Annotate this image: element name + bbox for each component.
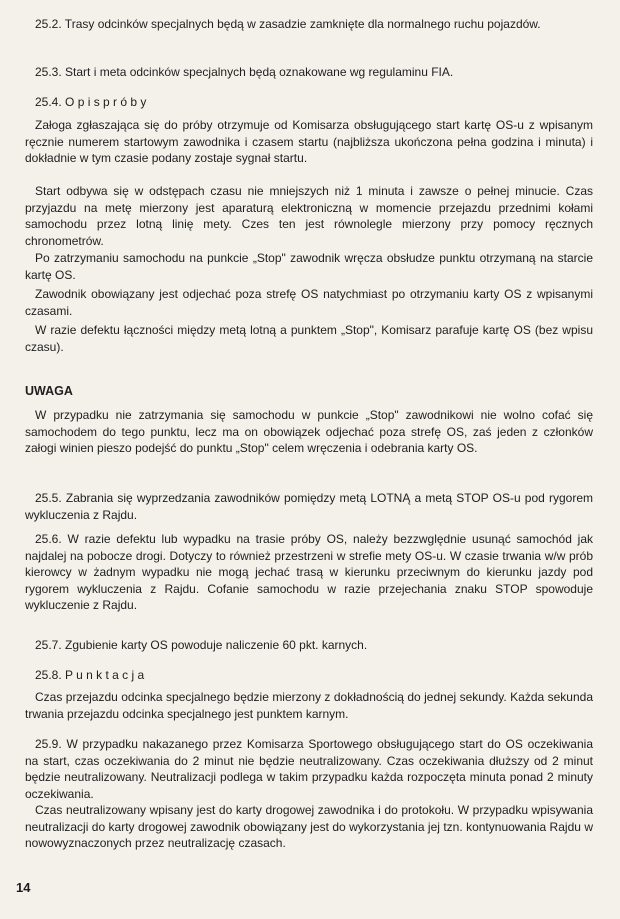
- uwaga-heading: UWAGA: [25, 384, 73, 398]
- paragraph-25-6: 25.6. W razie defektu lub wypadku na trasie próby OS, należy bezzwględnie usunąć samochód jak najdalej na pobocze drogi. Dotyczy to również przestrzeni w strefie mety OS-u. W czasie trwania w/w prób kierowcy w żadnym wypadku nie mogą jechać trasą w kierunku przeciwnym do kierunku jazdy pod rygorem wykluczenia z Rajdu. Cofanie samochodu w razie przejechania znaku STOP spowoduje wykluczenie z Rajdu.: [25, 532, 593, 612]
- paragraph-25-9: 25.9. W przypadku nakazanego przez Komisarza Sportowego obsługującego start do OS oczekiwania na start, czas oczekiwania do 2 minut nie będzie neutralizowany. Czas oczekiwania dłuższy od 2 minut będzie neutralizowany. Neutralizacji podlega w takim przypadku każda rozpoczęta minuta ponad 2 minuty oczekiwania.: [25, 737, 593, 801]
- page-number: 14: [16, 880, 31, 895]
- paragraph-defekt-lacznosci: W razie defektu łączności między metą lotną a punktem „Stop", Komisarz parafuje kartę OS (bez wpisu czasu).: [25, 323, 593, 354]
- paragraph-czas-przejazdu: Czas przejazdu odcinka specjalnego będzie mierzony z dokładnością do jednej sekundy. Każda sekunda trwania przejazdu odcinka specjalnego jest punktem karnym.: [25, 690, 593, 721]
- paragraph-25-2: 25.2. Trasy odcinków specjalnych będą w zasadzie zamknięte dla normalnego ruchu pojazdów.: [35, 17, 541, 31]
- paragraph-zawodnik: Zawodnik obowiązany jest odjechać poza strefę OS natychmiast po otrzymaniu karty OS z wpisanymi czasami.: [25, 287, 593, 318]
- paragraph-uwaga: W przypadku nie zatrzymania się samochodu w punkcie „Stop" zawodnikowi nie wolno cofać się samochodem do tego punktu, lecz ma on obowiązek odjechać poza strefę OS, zaś jeden z członków załogi winien pieszo podejść do punktu „Stop" celem wręczenia i odebrania karty OS.: [25, 408, 593, 455]
- paragraph-zatrzymanie: Po zatrzymaniu samochodu na punkcie „Stop" zawodnik wręcza obsłudze punktu otrzymaną na starcie kartę OS.: [25, 251, 593, 282]
- paragraph-25-7: 25.7. Zgubienie karty OS powoduje naliczenie 60 pkt. karnych.: [35, 638, 368, 652]
- section-heading-punktacja: 25.8. P u n k t a c j a: [35, 668, 145, 682]
- paragraph-25-5: 25.5. Zabrania się wyprzedzania zawodników pomiędzy metą LOTNĄ a metą STOP OS-u pod rygorem wykluczenia z Rajdu.: [25, 491, 593, 522]
- paragraph-czas-neutralizowany: Czas neutralizowany wpisany jest do karty drogowej zawodnika i do protokołu. W przypadku wpisywania neutralizacji do karty drogowej zawodnik obowiązany jest do wykorzystania jej tzn. kontynuowania Rajdu w nowowyznaczonych przez neutralizację czasach.: [25, 803, 593, 850]
- paragraph-start: Start odbywa się w odstępach czasu nie mniejszych niż 1 minuta i zawsze o pełnej minucie. Czas przyjazdu na metę mierzony jest aparaturą elektroniczną w momencie przejazdu przednimi kołami samochodu przez lotną linię mety. Czes ten jest równolegle mierzony przy pomocy ręcznych chronometrów.: [25, 184, 593, 248]
- paragraph-25-3: 25.3. Start i meta odcinków specjalnych będą oznakowane wg regulaminu FIA.: [35, 65, 454, 79]
- paragraph-zaloga: Załoga zgłaszająca się do próby otrzymuje od Komisarza obsługującego start kartę OS-u z wpisanym ręcznie numerem startowym zawodnika i czasem startu (najbliższa ukończona pełna godzina i minuta) i dokładnie w tym czasie podany zostaje sygnał startu.: [25, 118, 593, 165]
- section-heading-opis-proby: 25.4. O p i s p r ó b y: [35, 95, 147, 109]
